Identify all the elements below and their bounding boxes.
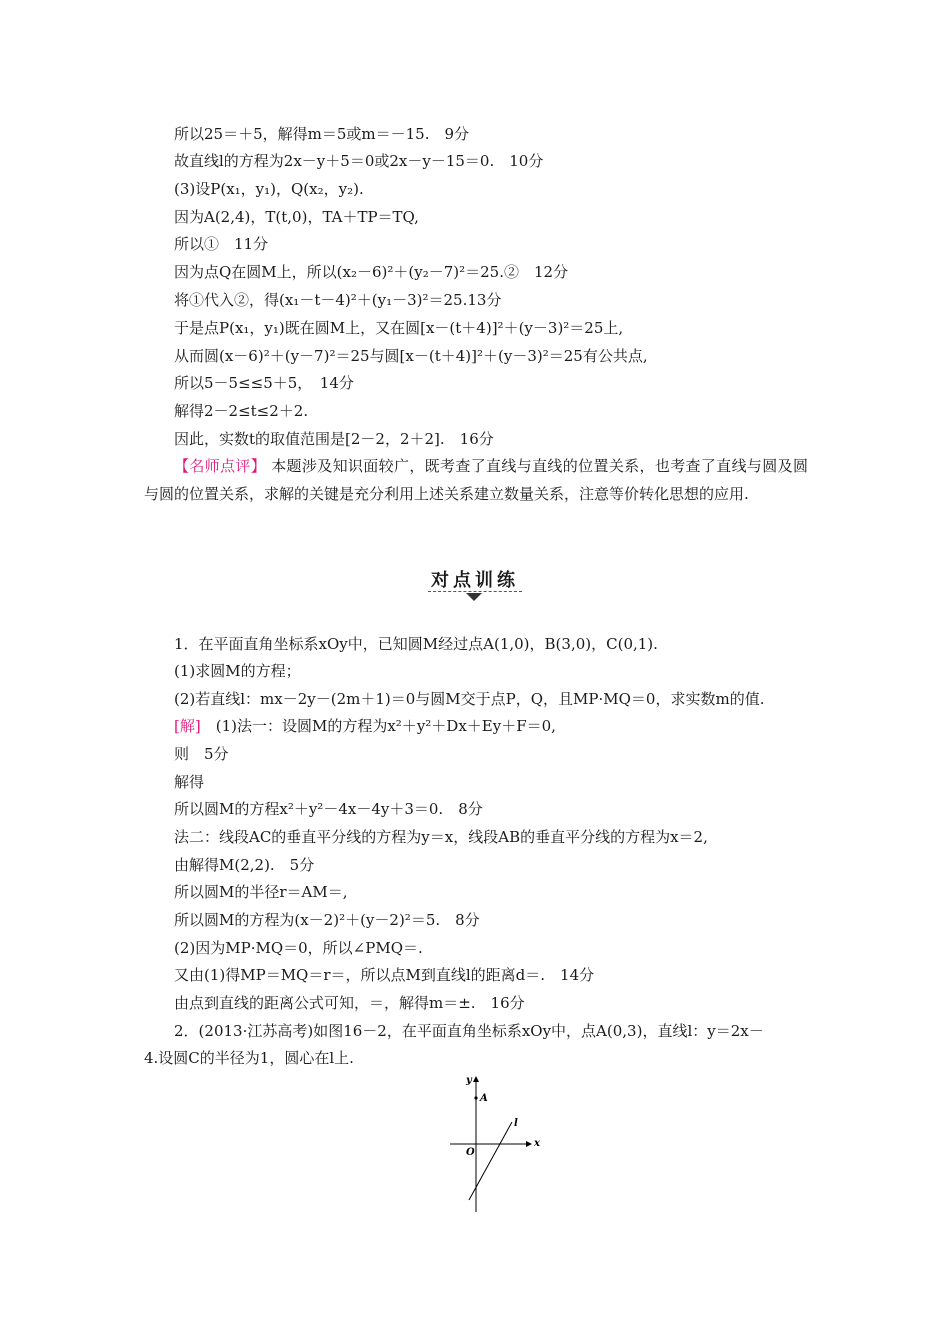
- solution-line: 又由(1)得MP＝MQ＝r＝，所以点M到直线l的距离d＝. 14分: [174, 966, 595, 984]
- text-line: 故直线l的方程为2x－y＋5＝0或2x－y－15＝0. 10分: [174, 152, 544, 170]
- solution-line: 所以圆M的方程x²＋y²－4x－4y＋3＝0. 8分: [174, 800, 483, 818]
- problem-stem: 1．在平面直角坐标系xOy中，已知圆M经过点A(1,0)，B(3,0)，C(0,1).: [174, 635, 658, 653]
- text-line: 因为点Q在圆M上，所以(x₂－6)²＋(y₂－7)²＝25.② 12分: [174, 263, 569, 281]
- solution-start: [174, 716, 556, 736]
- text-line: 所以① 11分: [174, 235, 269, 253]
- problem-2-line: 4.设圆C的半径为1，圆心在l上.: [144, 1049, 354, 1067]
- title-underline: [428, 591, 522, 592]
- line-l: [469, 1122, 512, 1200]
- text-line: 因此，实数t的取值范围是[2－2，2＋2]. 16分: [174, 430, 494, 448]
- comment-tag: 【名师点评】: [174, 457, 267, 475]
- solution-line: 由点到直线的距离公式可知，＝，解得m＝±. 16分: [174, 994, 525, 1012]
- text-line: (3)设P(x₁，y₁)，Q(x₂，y₂).: [174, 180, 364, 198]
- text-line: 所以25＝＋5，解得m＝5或m＝－15. 9分: [174, 125, 470, 143]
- point-a-label: A: [480, 1093, 488, 1104]
- comment-text: 本题涉及知识面较广，既考查了直线与直线的位置关系，也考查了直线与圆及圆与圆的位置关系，求解的关键是充分利用上述关系建立数量关系，注意等价转化思想的应用.: [144, 457, 808, 503]
- solution-line: 则 5分: [174, 745, 229, 763]
- text-line: 所以5－5≤≤5＋5， 14分: [174, 374, 354, 392]
- text-line: 从而圆(x－6)²＋(y－7)²＝25与圆[x－(t＋4)]²＋(y－3)²＝25有公共点,: [174, 347, 648, 365]
- section-title: 对点训练: [431, 570, 519, 591]
- teacher-comment: [144, 453, 808, 508]
- origin-label: O: [466, 1147, 475, 1158]
- x-axis-label: x: [534, 1138, 540, 1149]
- solution-line: 所以圆M的半径r＝AM＝,: [174, 883, 348, 901]
- down-triangle-icon: [466, 593, 482, 601]
- text-line: 解得2－2≤t≤2＋2.: [174, 402, 309, 420]
- text-line: 将①代入②，得(x₁－t－4)²＋(y₁－3)²＝25.13分: [174, 291, 502, 309]
- text-line: 于是点P(x₁，y₁)既在圆M上，又在圆[x－(t＋4)]²＋(y－3)²＝25上,: [174, 319, 624, 337]
- y-axis-arrow-icon: [473, 1076, 479, 1082]
- solution-line: 法二：线段AC的垂直平分线的方程为y＝x，线段AB的垂直平分线的方程为x＝2,: [174, 828, 708, 846]
- problem-2-line: 2．(2013·江苏高考)如图16－2，在平面直角坐标系xOy中，点A(0,3)，直线l：y＝2x－: [174, 1022, 764, 1040]
- line-l-label: l: [514, 1118, 518, 1129]
- solution-line: 解得: [174, 773, 205, 791]
- question-1: (1)求圆M的方程；: [174, 662, 301, 680]
- solution-line: (2)因为MP·MQ＝0，所以∠PMQ＝.: [174, 939, 423, 957]
- text-line: 因为A(2,4)，T(t,0)，TA＋TP＝TQ,: [174, 208, 419, 226]
- figure-16-2: [440, 1072, 540, 1212]
- question-2: (2)若直线l：mx－2y－(2m＋1)＝0与圆M交于点P，Q，且MP·MQ＝0，求实数m的值.: [174, 690, 765, 708]
- solution-line: 所以圆M的方程为(x－2)²＋(y－2)²＝5. 8分: [174, 911, 480, 929]
- solution-tag: [解]: [174, 717, 201, 735]
- solution-line: 由解得M(2,2). 5分: [174, 856, 315, 874]
- y-axis-label: y: [466, 1075, 472, 1086]
- x-axis-arrow-icon: [526, 1141, 532, 1147]
- solution-line: (1)法一：设圆M的方程为x²＋y²＋Dx＋Ey＋F＝0,: [215, 717, 556, 735]
- point-a: [474, 1096, 477, 1099]
